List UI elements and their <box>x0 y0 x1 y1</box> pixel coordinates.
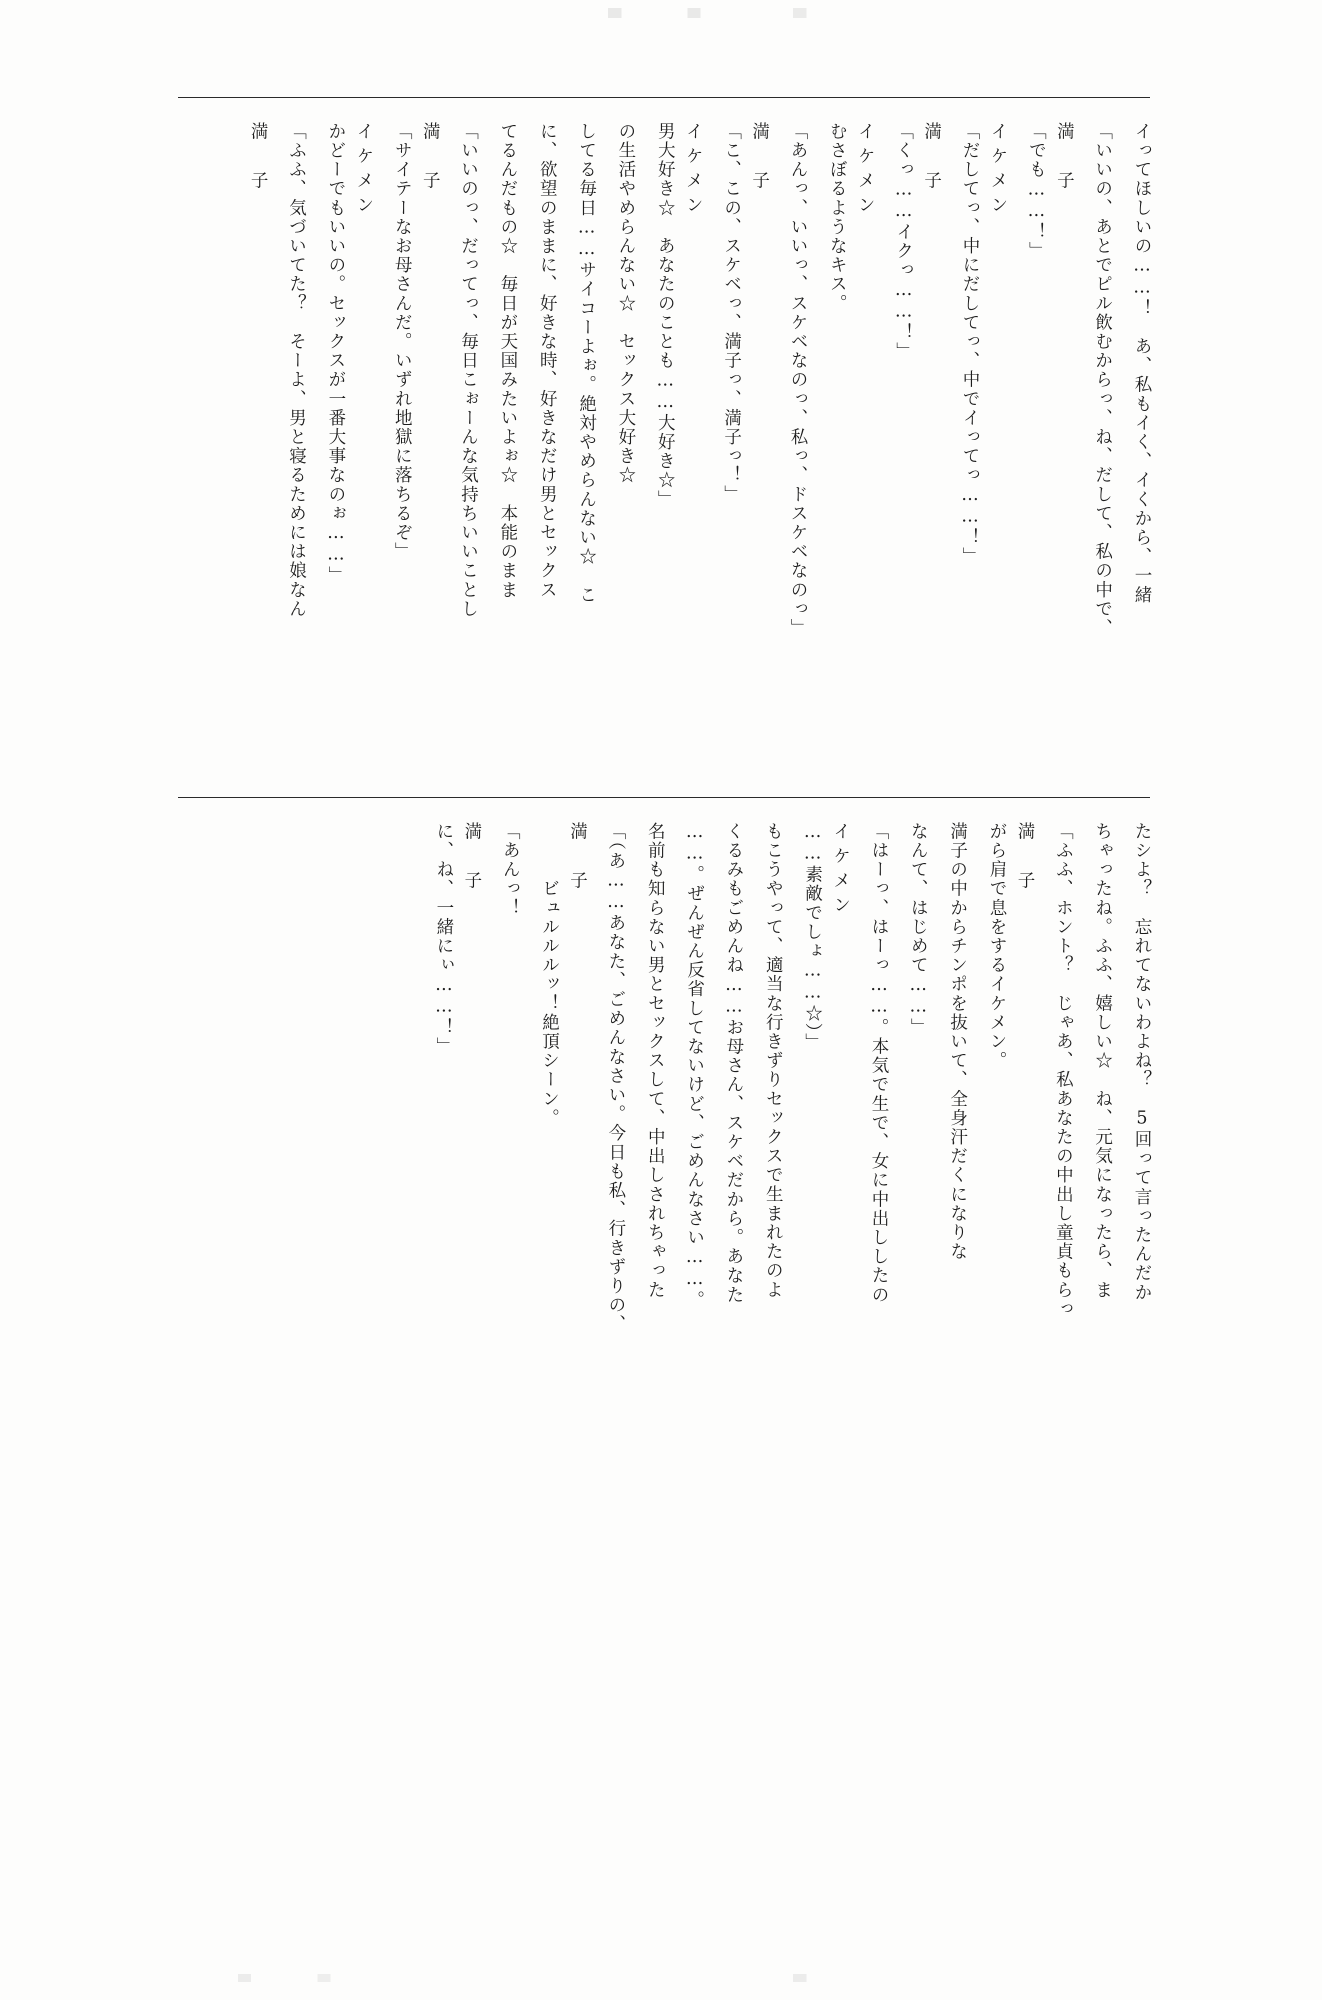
line-text: 「いいの、あとでピル飲むからっ、ね、だして、私の中で、 <box>1092 122 1113 638</box>
line-text: 「あんっ！ <box>500 822 521 918</box>
speaker-label: イケメン <box>830 822 851 920</box>
speaker-label: イケメン <box>353 122 374 220</box>
line-text: 「こ、この、スケベっ、満子っ、満子っ！」 <box>721 122 742 504</box>
line-text: くるみもごめんね……お母さん、スケベだから。あなた <box>723 822 744 1305</box>
text-line <box>748 822 787 1482</box>
text-line <box>709 822 748 1482</box>
text-line <box>350 122 416 782</box>
text-line <box>419 822 458 1482</box>
text-line <box>851 122 917 782</box>
line-text: ……。ぜんぜん反省してないけど、ごめんなさい……。 <box>684 822 705 1310</box>
text-line <box>630 822 669 1482</box>
speaker-label: 満 子 <box>567 822 588 896</box>
speaker-label: 満 子 <box>461 822 482 896</box>
speaker-label: 満 子 <box>1014 822 1035 896</box>
speaker-label: 満 子 <box>1054 122 1075 196</box>
line-text: 「はーっ、はーっ……。本気で生で、女に中出ししたの <box>868 822 889 1305</box>
column-group-one <box>244 122 1156 782</box>
text-line <box>1011 822 1077 1482</box>
text-line <box>1050 122 1116 782</box>
text-line <box>416 122 482 782</box>
scan-artifact-bottom <box>0 1974 1322 1982</box>
line-text: 「でも……！」 <box>1026 122 1047 261</box>
text-line <box>893 822 932 1482</box>
line-text: 満子の中からチンポを抜いて、全身汗だくになりな <box>947 822 968 1262</box>
speaker-label: イケメン <box>683 122 704 220</box>
line-text: 「ふふ、ホント？ じゃあ、私あなたの中出し童貞もらっ <box>1053 822 1074 1319</box>
line-text: 「（あ……あなた、ごめんなさい。今日も私、行きずりの、 <box>605 822 626 1334</box>
text-line <box>458 822 524 1482</box>
text-line <box>746 122 812 782</box>
line-text: かどーでもいいの。セックスが一番大事なのぉ……」 <box>325 122 346 586</box>
line-text: なんて、はじめて……」 <box>908 822 929 1038</box>
text-section-two <box>176 800 1156 1500</box>
line-text: に、欲望のままに、好きな時、好きなだけ男とセックス <box>537 122 558 600</box>
text-line <box>1117 122 1156 782</box>
line-text: イってほしいの……！ あ、私もイく、イくから、一緒 <box>1132 122 1152 605</box>
line-text: の生活やめらんない☆ セックス大好き☆ <box>615 122 636 485</box>
text-line <box>601 122 640 782</box>
speaker-label: 満 子 <box>749 122 770 196</box>
text-section-one <box>176 100 1156 800</box>
line-text: ビュルルルッ！絶頂シーン。 <box>539 822 560 1128</box>
line-text: ちゃったね。ふふ、嬉しい☆ ね、元気になったら、ま <box>1092 822 1113 1300</box>
line-text: 「あんっ、いいっ、スケベなのっ、私っ、ドスケベなのっ」 <box>787 122 808 638</box>
text-line <box>932 822 971 1482</box>
text-line <box>679 122 745 782</box>
line-text: たシよ？ 忘れてないわよね？ 5回って言ったんだか <box>1132 822 1152 1302</box>
text-line <box>311 122 350 782</box>
text-line <box>812 122 851 782</box>
speaker-label: イケメン <box>987 122 1008 220</box>
speaker-label: 満 子 <box>248 122 269 196</box>
text-line <box>483 122 522 782</box>
speaker-label: 満 子 <box>420 122 441 196</box>
text-line <box>1117 822 1156 1482</box>
text-line <box>564 822 630 1482</box>
text-line <box>524 822 563 1482</box>
text-line <box>561 122 600 782</box>
line-text: に、ね、一緒にぃ……！」 <box>433 822 454 1057</box>
text-line <box>522 122 561 782</box>
line-text: 「いいのっ、だってっ、毎日こぉーんな気持ちいいことし <box>458 122 479 619</box>
line-text: 名前も知らない男とセックスして、中出しされちゃった <box>645 822 666 1300</box>
line-text: 「ふふ、気づいてた？ そーよ、男と寝るためには娘なん <box>286 122 307 619</box>
text-line <box>244 122 310 782</box>
line-text: ……素敵でしょ……☆）」 <box>802 822 823 1053</box>
text-line <box>918 122 984 782</box>
line-text: 「くっ……イクっ……！」 <box>893 122 914 362</box>
line-text: 男大好き☆ あなたのことも……大好き☆」 <box>655 122 676 509</box>
line-text: 「サイテーなお母さんだ。いずれ地獄に落ちるぞ」 <box>392 122 413 562</box>
text-line <box>972 822 1011 1482</box>
line-text: してる毎日……サイコーよぉ。絶対やめらんない☆ こ <box>576 122 597 605</box>
line-text: がら肩で息をするイケメン。 <box>986 822 1007 1071</box>
text-line <box>984 122 1050 782</box>
scan-artifact-top <box>0 8 1322 18</box>
section-divider-top <box>178 97 1150 98</box>
text-line <box>1077 822 1116 1482</box>
line-text: てるんだもの☆ 毎日が天国みたいよぉ☆ 本能のまま <box>497 122 518 600</box>
line-text: もこうやって、適当な行きずりセックスで生まれたのよ <box>763 822 784 1300</box>
speaker-label: イケメン <box>855 122 876 220</box>
text-line <box>787 822 826 1482</box>
speaker-label: 満 子 <box>921 122 942 196</box>
line-text: むさぼるようなキス。 <box>827 122 848 313</box>
column-group-two <box>419 822 1157 1482</box>
line-text: 「だしてっ、中にだしてっ、中でイってっ……！」 <box>959 122 980 567</box>
text-line <box>640 122 679 782</box>
text-line <box>669 822 708 1482</box>
text-line <box>827 822 893 1482</box>
